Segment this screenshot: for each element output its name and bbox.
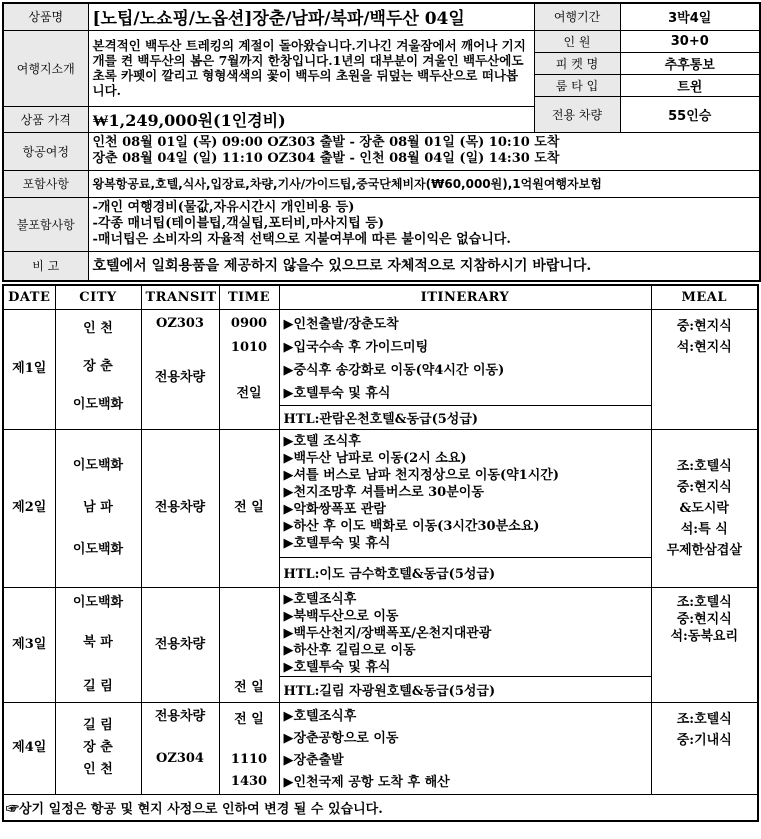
day-cities	[55, 702, 141, 794]
vehicle-value: 55인승	[620, 96, 760, 132]
flight-line-1: 인천 08월 01일 (목) 09:00 OZ303 출발 - 장춘 08월 01일 (목) 10:10 도착	[92, 135, 560, 150]
itinerary-item: ▶장춘출발	[283, 752, 344, 768]
time-item: 0900	[230, 315, 268, 331]
time-item: 전 일	[234, 711, 264, 727]
day-label: 제1일	[3, 309, 55, 429]
hotel-info: HTL:이도 금수학호텔&동급(5성급)	[279, 557, 651, 587]
intro-text: 본격적인 백두산 트레킹의 계절이 돌아왔습니다.기나긴 겨울잠에서 깨어나 기지개를 켠 백두산의 봄은 7월까지 한창입니다.1년의 대부분이 겨울인 백두산에도 초록 카펫이 깔리고 형형색색의 꽃이 백두의 초원을 뒤덮는 백두산으로 떠나봅니다.	[88, 30, 534, 106]
day-transit	[141, 587, 219, 702]
city-name: 이도백화	[72, 396, 124, 412]
people-label: 인 원	[534, 30, 620, 52]
city-name: 이도백화	[72, 594, 124, 610]
itinerary-item: ▶호텔투숙 및 휴식	[283, 659, 391, 675]
transit-item: 전용차량	[154, 500, 206, 515]
col-itinerary: ITINERARY	[279, 285, 651, 309]
period-label: 여행기간	[534, 3, 620, 30]
time-item: 전 일	[234, 500, 264, 515]
price-value: ₩1,249,000원(1인경비)	[88, 106, 534, 132]
day-cities	[55, 587, 141, 702]
day-meals	[651, 429, 758, 587]
time-item: 전일	[236, 385, 262, 401]
itinerary-document	[2, 2, 759, 822]
meal-item: 석:동북요리	[670, 628, 739, 644]
table-row	[3, 429, 758, 557]
hotel-info: HTL:관람온천호텔&동급(5성급)	[279, 405, 651, 429]
itinerary-item: ▶백두산천지/장백폭포/온천지대관광	[283, 625, 492, 641]
itinerary-item: ▶인천출발/장춘도착	[283, 316, 399, 332]
city-name: 이도백화	[72, 542, 124, 557]
product-title: [노팁/노쇼핑/노옵션]장춘/남파/북파/백두산 04일	[88, 3, 534, 30]
product-label: 상품명	[3, 3, 88, 30]
room-label: 룸 타 입	[534, 74, 620, 96]
day-transit	[141, 702, 219, 794]
day-meals	[651, 702, 758, 794]
city-name: 장 춘	[83, 358, 113, 374]
day-times	[219, 429, 279, 587]
footer-note: ☞상기 일정은 항공 및 현지 사정으로 인하여 변경 될 수 있습니다.	[3, 794, 758, 821]
meal-item: &도시락	[679, 500, 729, 516]
flight-label: 항공여정	[3, 132, 88, 170]
table-row	[3, 587, 758, 676]
itinerary-item: ▶하산 후 이도 백화로 이동(3시간30분소요)	[283, 518, 540, 534]
meal-item: 중:현지식	[676, 611, 732, 627]
price-label: 상품 가격	[3, 106, 88, 132]
itinerary-item: ▶북백두산으로 이동	[283, 608, 399, 624]
col-meal: MEAL	[651, 285, 758, 309]
itinerary-item: ▶인천국제 공항 도착 후 해산	[283, 774, 450, 790]
day-cities	[55, 309, 141, 429]
table-row	[3, 309, 758, 405]
itinerary-item: ▶백두산 남파로 이동(2시 소요)	[283, 450, 467, 466]
city-name: 길 림	[83, 718, 113, 733]
summary-table	[2, 2, 761, 282]
itinerary-table	[2, 284, 759, 822]
meal-item: 중:현지식	[676, 318, 732, 334]
day-times	[219, 702, 279, 794]
table-header-row	[3, 285, 758, 309]
ticket-value: 추후통보	[620, 52, 760, 74]
day-meals	[651, 309, 758, 429]
itinerary-item: ▶호텔조식후	[283, 708, 357, 724]
day-label: 제4일	[3, 702, 55, 794]
people-value: 30+0	[620, 30, 760, 52]
meal-item: 조:호텔식	[676, 711, 732, 727]
col-transit: TRANSIT	[141, 285, 219, 309]
itinerary-item: ▶악화쌍폭포 관람	[283, 501, 386, 517]
day-itinerary	[279, 587, 651, 676]
period-value: 3박4일	[620, 3, 760, 30]
day-times	[219, 309, 279, 429]
exclude-line: -개인 여행경비(물값,자유시간시 개인비용 등)	[92, 200, 355, 215]
itinerary-item: ▶중식후 송강화로 이동(약4시간 이동)	[283, 362, 505, 378]
exclude-label: 불포함사항	[3, 197, 88, 251]
note-text: 호텔에서 일회용품을 제공하지 않을수 있으므로 자체적으로 지참하시기 바랍니다.	[88, 251, 760, 281]
include-label: 포함사항	[3, 170, 88, 197]
day-cities	[55, 429, 141, 587]
transit-item: 전용차량	[154, 636, 206, 652]
meal-item: 석:현지식	[676, 339, 732, 355]
ticket-label: 피 켓 명	[534, 52, 620, 74]
city-name: 북 파	[83, 634, 113, 650]
include-text: 왕복항공료,호텔,식사,입장료,차량,기사/가이드팁,중국단체비자(₩60,000원),1억원여행자보험	[88, 170, 760, 197]
time-item: 1110	[230, 751, 268, 767]
col-time: TIME	[219, 285, 279, 309]
itinerary-item: ▶호텔 조식후	[283, 433, 361, 449]
itinerary-item: ▶입국수속 후 가이드미팅	[283, 339, 429, 355]
vehicle-label: 전용 차량	[534, 96, 620, 132]
itinerary-item: ▶호텔조식후	[283, 591, 357, 607]
col-date: DATE	[3, 285, 55, 309]
time-item: 1430	[230, 773, 268, 789]
meal-item: 조:호텔식	[676, 594, 732, 610]
city-name: 남 파	[83, 500, 113, 515]
exclude-list	[88, 197, 760, 251]
meal-item: 조:호텔식	[676, 458, 732, 474]
itinerary-item: ▶하산후 길림으로 이동	[283, 642, 416, 658]
transit-item: OZ304	[156, 750, 204, 766]
time-item: 1010	[230, 339, 268, 355]
day-label: 제2일	[3, 429, 55, 587]
transit-item: 전용차량	[154, 708, 206, 724]
meal-item: 중:기내식	[676, 732, 732, 748]
day-times	[219, 587, 279, 702]
city-name: 장 춘	[83, 740, 113, 755]
transit-item: 전용차량	[154, 369, 206, 385]
itinerary-item: ▶셔틀 버스로 남파 천지정상으로 이동(약1시간)	[283, 467, 559, 483]
transit-item: OZ303	[156, 315, 204, 331]
city-name: 인 천	[83, 320, 113, 336]
hotel-info: HTL:길림 자광원호텔&동급(5성급)	[279, 676, 651, 702]
col-city: CITY	[55, 285, 141, 309]
itinerary-item: ▶호텔투숙 및 휴식	[283, 385, 391, 401]
city-name: 이도백화	[72, 458, 124, 473]
city-name: 길 림	[83, 678, 113, 694]
meal-item: 석:특 식	[680, 521, 728, 537]
day-itinerary	[279, 429, 651, 557]
itinerary-item: ▶장춘공항으로 이동	[283, 730, 399, 746]
table-row	[3, 702, 758, 794]
time-item: 전 일	[234, 679, 264, 695]
day-meals	[651, 587, 758, 702]
day-transit	[141, 309, 219, 429]
itinerary-item: ▶천지조망후 셔틀버스로 30분이동	[283, 484, 484, 500]
day-label: 제3일	[3, 587, 55, 702]
meal-item: 무제한삼겹살	[666, 542, 742, 558]
flight-info	[88, 132, 760, 170]
exclude-line: -각종 매너팁(테이블팁,객실팁,포터비,마사지팁 등)	[92, 216, 384, 231]
intro-label: 여행지소개	[3, 30, 88, 106]
day-itinerary	[279, 702, 651, 794]
room-value: 트윈	[620, 74, 760, 96]
note-label: 비 고	[3, 251, 88, 281]
day-itinerary	[279, 309, 651, 405]
city-name: 인 천	[83, 762, 113, 777]
meal-item: 중:현지식	[676, 479, 732, 495]
itinerary-item: ▶호텔투숙 및 휴식	[283, 535, 391, 551]
exclude-line: -매너팁은 소비자의 자율적 선택으로 지불여부에 따른 불이익은 없습니다.	[92, 232, 511, 247]
flight-line-2: 장춘 08월 04일 (일) 11:10 OZ304 출발 - 인천 08월 04일 (일) 14:30 도착	[92, 151, 560, 166]
day-transit	[141, 429, 219, 587]
